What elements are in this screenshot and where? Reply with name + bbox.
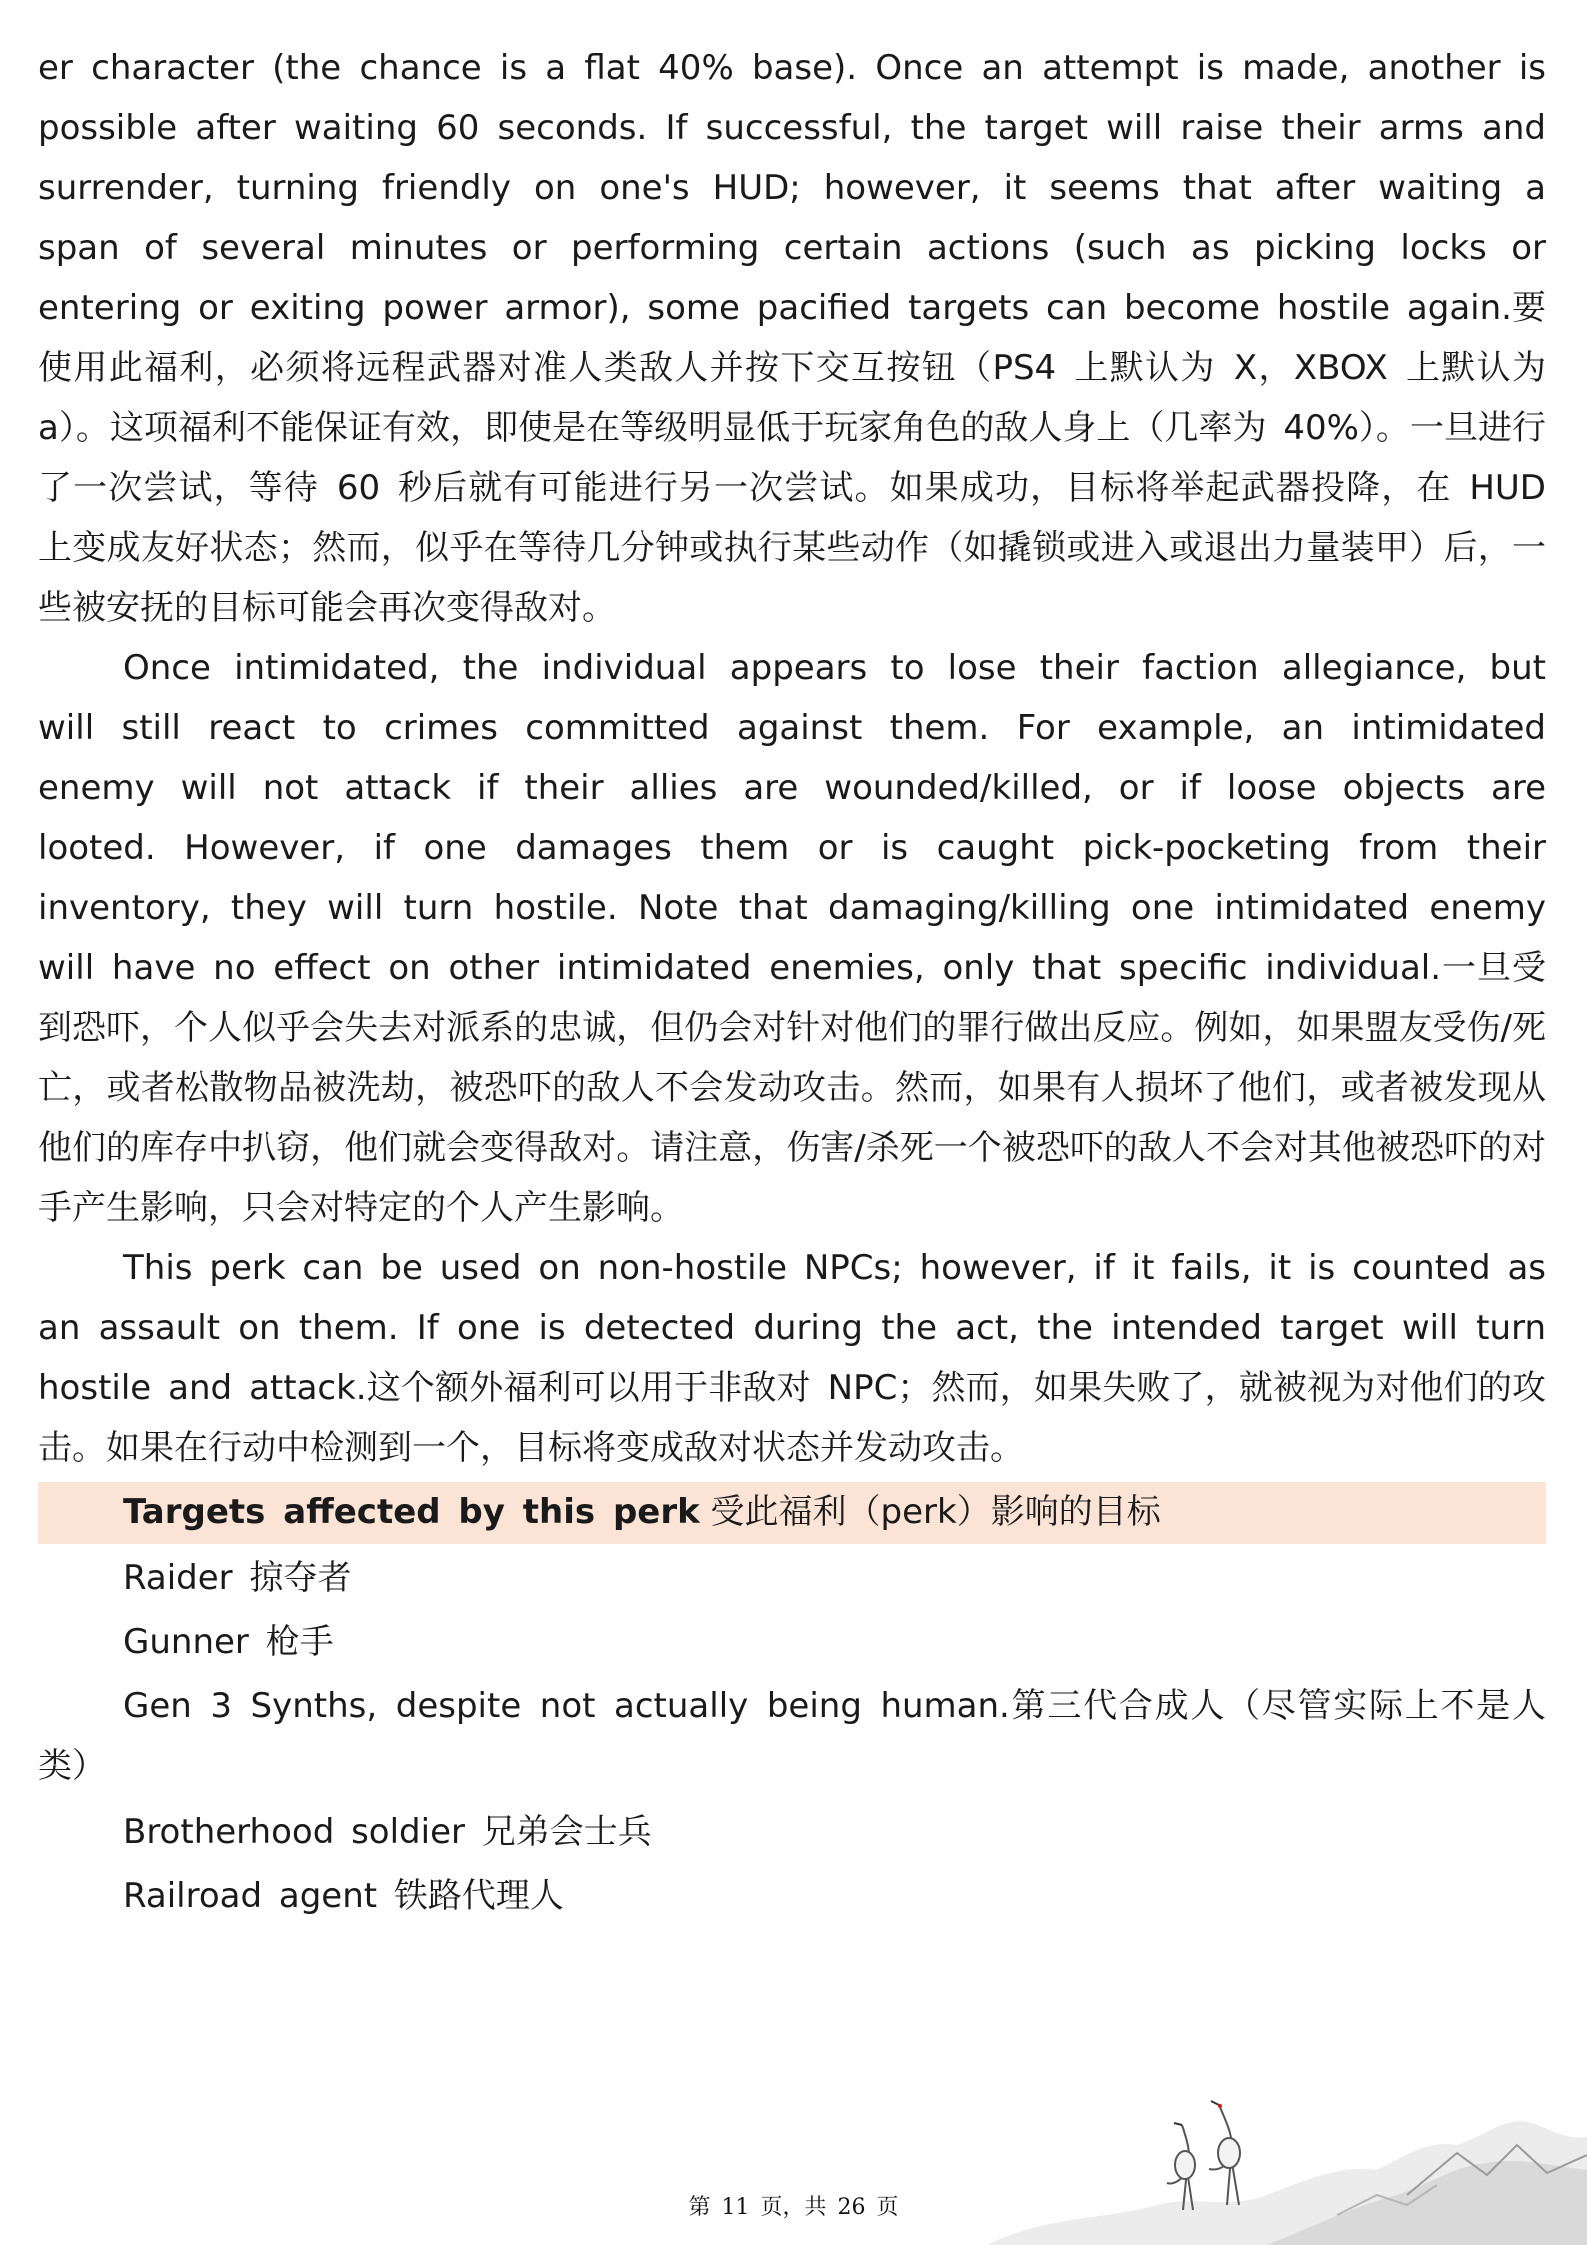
targets-heading-en: Targets affected by this perk xyxy=(123,1492,700,1532)
targets-heading-zh: 受此福利（perk）影响的目标 xyxy=(710,1492,1161,1532)
paragraph-intimidation-usage: er character (the chance is a flat 40% base). Once an attempt is made, another is possible after waiting 60 seconds. If successful, the target will raise their arms and surrender, turning friendly on one's HUD; however, it seems that after waiting a span of several minutes or performing certain actions (such as picking locks or entering or exiting power armor), some pacified targets can become hostile again.要使用此福利，必须将远程武器对准人类敌人并按下交互按钮（PS4 上默认为 X，XBOX 上默认为 a）。这项福利不能保证有效，即使是在等级明显低于玩家角色的敌人身上（几率为 40%）。一旦进行了一次尝试，等待 60 秒后就有可能进行另一次尝试。如果成功，目标将举起武器投降，在 HUD 上变成友好状态；然而，似乎在等待几分钟或执行某些动作（如撬锁或进入或退出力量装甲）后，一些被安抚的目标可能会再次变得敌对。 xyxy=(38,48,1546,628)
target-item-raider: Raider 掠夺者 xyxy=(123,1558,352,1598)
paragraph-intimidated-behavior: Once intimidated, the individual appears to lose their faction allegiance, but will still react to crimes committed against them. For example, an intimidated enemy will not attack if their allies are wounded/killed, or if loose objects are looted. However, if one damages them or is caught pick-pocketing from their inventory, they will turn hostile. Note that damaging/killing one intimidated enemy will have no effect on other intimidated enemies, only that specific individual.一旦受到恐吓，个人似乎会失去对派系的忠诚，但仍会对针对他们的罪行做出反应。例如，如果盟友受伤/死亡，或者松散物品被洗劫，被恐吓的敌人不会发动攻击。然而，如果有人损坏了他们，或者被发现从他们的库存中扒窃，他们就会变得敌对。请注意，伤害/杀死一个被恐吓的敌人不会对其他被恐吓的对手产生影响，只会对特定的个人产生影响。 xyxy=(38,648,1546,1228)
target-item-gunner: Gunner 枪手 xyxy=(123,1622,334,1662)
target-item-brotherhood-soldier: Brotherhood soldier 兄弟会士兵 xyxy=(123,1812,652,1852)
target-item-gen3-synths: Gen 3 Synths, despite not actually being human.第三代合成人（尽管实际上不是人类） xyxy=(38,1686,1546,1786)
paragraph-non-hostile-npcs: This perk can be used on non-hostile NPCs; however, if it fails, it is counted as an assault on them. If one is detected during the act, the intended target will turn hostile and attack.这个额外福利可以用于非敌对 NPC；然而，如果失败了，就被视为对他们的攻击。如果在行动中检测到一个，目标将变成敌对状态并发动攻击。 xyxy=(38,1248,1546,1468)
target-item-railroad-agent: Railroad agent 铁路代理人 xyxy=(123,1876,564,1916)
document-page xyxy=(38,38,1546,1928)
targets-heading xyxy=(38,1482,1546,1544)
page-number-footer: 第 11 页，共 26 页 xyxy=(688,2195,899,2220)
